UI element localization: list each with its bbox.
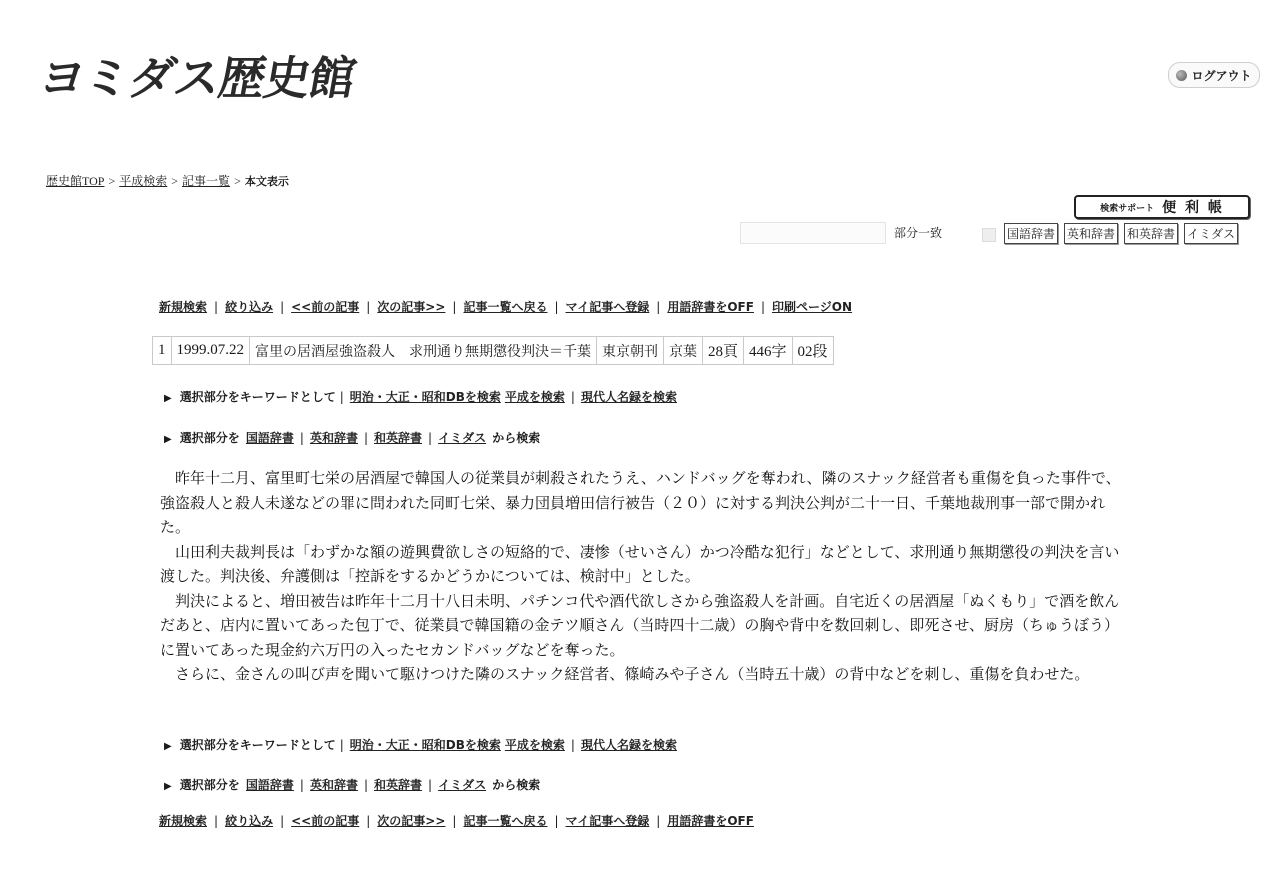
nav-refine[interactable]: 絞り込み	[225, 814, 274, 828]
article-columns: 02段	[792, 337, 833, 365]
dictionary-search-input[interactable]	[740, 222, 886, 244]
dictionary-option-box[interactable]	[982, 228, 996, 242]
select-imidas[interactable]: イミダス	[438, 431, 487, 445]
nav-add-to-my-articles[interactable]: マイ記事へ登録	[565, 814, 650, 828]
nav-back-to-list[interactable]: 記事一覧へ戻る	[463, 814, 548, 828]
triangle-right-icon: ▶	[164, 434, 172, 445]
select-waei-dict[interactable]: 和英辞書	[374, 778, 423, 792]
article-paragraph: さらに、金さんの叫び声を聞いて駆けつけた隣のスナック経営者、篠崎みや子さん（当時五十歳）の背中などを刺し、重傷を負わせた。	[175, 665, 1090, 683]
search-meiji-taisho-showa-db[interactable]: 明治・大正・昭和DBを検索	[349, 390, 501, 404]
article-number: 1	[153, 337, 172, 365]
nav-refine[interactable]: 絞り込み	[225, 300, 274, 314]
imidas-dict-button[interactable]: イミダス	[1184, 223, 1238, 244]
nav-prev-article[interactable]: <<前の記事	[291, 814, 360, 828]
nav-next-article[interactable]: 次の記事>>	[377, 814, 446, 828]
waei-dict-button[interactable]: 和英辞書	[1124, 223, 1178, 244]
search-support-button[interactable]	[1074, 195, 1250, 219]
select-keyword-row-bottom: ▶ 選択部分をキーワードとして | 明治・大正・昭和DBを検索 平成を検索 | 現代人名録を検索	[164, 738, 677, 752]
triangle-right-icon: ▶	[164, 781, 172, 792]
article-paragraph: 山田利夫裁判長は「わずかな額の遊興費欲しさの短絡的で、凄惨（せいさん）かつ冷酷な犯行」などとして、求刑通り無期懲役の判決を言い渡した。判決後、弁護側は「控訴をするかどうかについては、検討中」とした。	[160, 542, 1120, 585]
nav-term-dictionary-off[interactable]: 用語辞書をOFF	[667, 300, 754, 314]
select-dict-row-top: ▶ 選択部分を 国語辞書 | 英和辞書 | 和英辞書 | イミダス から検索	[164, 431, 541, 445]
article-paragraph: 昨年十二月、富里町七栄の居酒屋で韓国人の従業員が刺殺されたうえ、ハンドバッグを奪われ、隣のスナック経営者も重傷を負った事件で、強盗殺人と殺人未遂などの罪に問われた同町七栄、暴力団員増田信行被告（２０）に対する判決公判が二十一日、千葉地裁刑事一部で開かれた。	[160, 469, 1121, 536]
nav-term-dictionary-off[interactable]: 用語辞書をOFF	[667, 814, 754, 828]
logout-icon	[1176, 70, 1187, 81]
search-meiji-taisho-showa-db[interactable]: 明治・大正・昭和DBを検索	[349, 738, 501, 752]
nav-bar-top: 新規検索 | 絞り込み | <<前の記事 | 次の記事>> | 記事一覧へ戻る | マイ記事へ登録 | 用語辞書をOFF | 印刷ページON	[159, 300, 853, 314]
table-row	[153, 337, 834, 365]
nav-new-search[interactable]: 新規検索	[159, 300, 208, 314]
breadcrumb: 歴史館TOP > 平成検索 > 記事一覧 > 本文表示	[46, 174, 289, 188]
nav-bar-bottom: 新規検索 | 絞り込み | <<前の記事 | 次の記事>> | 記事一覧へ戻る | マイ記事へ登録 | 用語辞書をOFF	[159, 814, 754, 828]
nav-print-page-on[interactable]: 印刷ページON	[772, 300, 853, 314]
select-kokugo-dict[interactable]: 国語辞書	[245, 778, 294, 792]
eiwa-dict-button[interactable]: 英和辞書	[1064, 223, 1118, 244]
article-edition: 東京朝刊	[597, 337, 664, 365]
article-paragraph: 判決によると、増田被告は昨年十二月十八日未明、パチンコ代や酒代欲しさから強盗殺人を計画。自宅近くの居酒屋「ぬくもり」で酒を飲んだあと、店内に置いてあった包丁で、従業員で韓国籍の金テツ順さん（当時四十二歳）の胸や背中を数回刺し、即死させ、厨房（ちゅうぼう）に置いてあった現金約六万円の入ったセカンドバッグなどを奪った。	[160, 591, 1120, 659]
triangle-right-icon: ▶	[164, 741, 172, 752]
select-eiwa-dict[interactable]: 英和辞書	[309, 778, 358, 792]
select-keyword-row-top: ▶ 選択部分をキーワードとして | 明治・大正・昭和DBを検索 平成を検索 | 現代人名録を検索	[164, 390, 677, 404]
select-waei-dict[interactable]: 和英辞書	[374, 431, 423, 445]
article-body	[160, 466, 1130, 687]
article-page: 28頁	[703, 337, 744, 365]
select-eiwa-dict[interactable]: 英和辞書	[309, 431, 358, 445]
search-modern-directory[interactable]: 現代人名録を検索	[580, 390, 677, 404]
search-heisei[interactable]: 平成を検索	[504, 390, 565, 404]
breadcrumb-current: 本文表示	[244, 175, 289, 188]
nav-add-to-my-articles[interactable]: マイ記事へ登録	[565, 300, 650, 314]
select-kokugo-dict[interactable]: 国語辞書	[245, 431, 294, 445]
dictionary-buttons	[1004, 223, 1238, 244]
logout-label: ログアウト	[1191, 68, 1252, 83]
logout-button[interactable]	[1168, 62, 1260, 88]
article-headline: 富里の居酒屋強盗殺人 求刑通り無期懲役判決＝千葉	[250, 337, 597, 365]
partial-match-label: 部分一致	[894, 226, 943, 240]
article-section: 京葉	[664, 337, 703, 365]
search-heisei[interactable]: 平成を検索	[504, 738, 565, 752]
nav-prev-article[interactable]: <<前の記事	[291, 300, 360, 314]
nav-next-article[interactable]: 次の記事>>	[377, 300, 446, 314]
kokugo-dict-button[interactable]: 国語辞書	[1004, 223, 1058, 244]
breadcrumb-heisei-search[interactable]: 平成検索	[119, 174, 168, 188]
site-logo[interactable]: ヨミダス歴史館	[34, 51, 360, 105]
search-support-small-label: 検索サポート	[1100, 203, 1155, 214]
article-info-table	[152, 336, 834, 365]
select-dict-row-bottom: ▶ 選択部分を 国語辞書 | 英和辞書 | 和英辞書 | イミダス から検索	[164, 778, 541, 792]
article-date: 1999.07.22	[171, 337, 250, 365]
search-support-big-label: 便 利 帳	[1162, 200, 1224, 216]
select-imidas[interactable]: イミダス	[438, 778, 487, 792]
nav-back-to-list[interactable]: 記事一覧へ戻る	[463, 300, 548, 314]
breadcrumb-top[interactable]: 歴史館TOP	[46, 174, 105, 188]
breadcrumb-article-list[interactable]: 記事一覧	[182, 174, 231, 188]
search-modern-directory[interactable]: 現代人名録を検索	[580, 738, 677, 752]
nav-new-search[interactable]: 新規検索	[159, 814, 208, 828]
article-chars: 446字	[744, 337, 793, 365]
triangle-right-icon: ▶	[164, 393, 172, 404]
